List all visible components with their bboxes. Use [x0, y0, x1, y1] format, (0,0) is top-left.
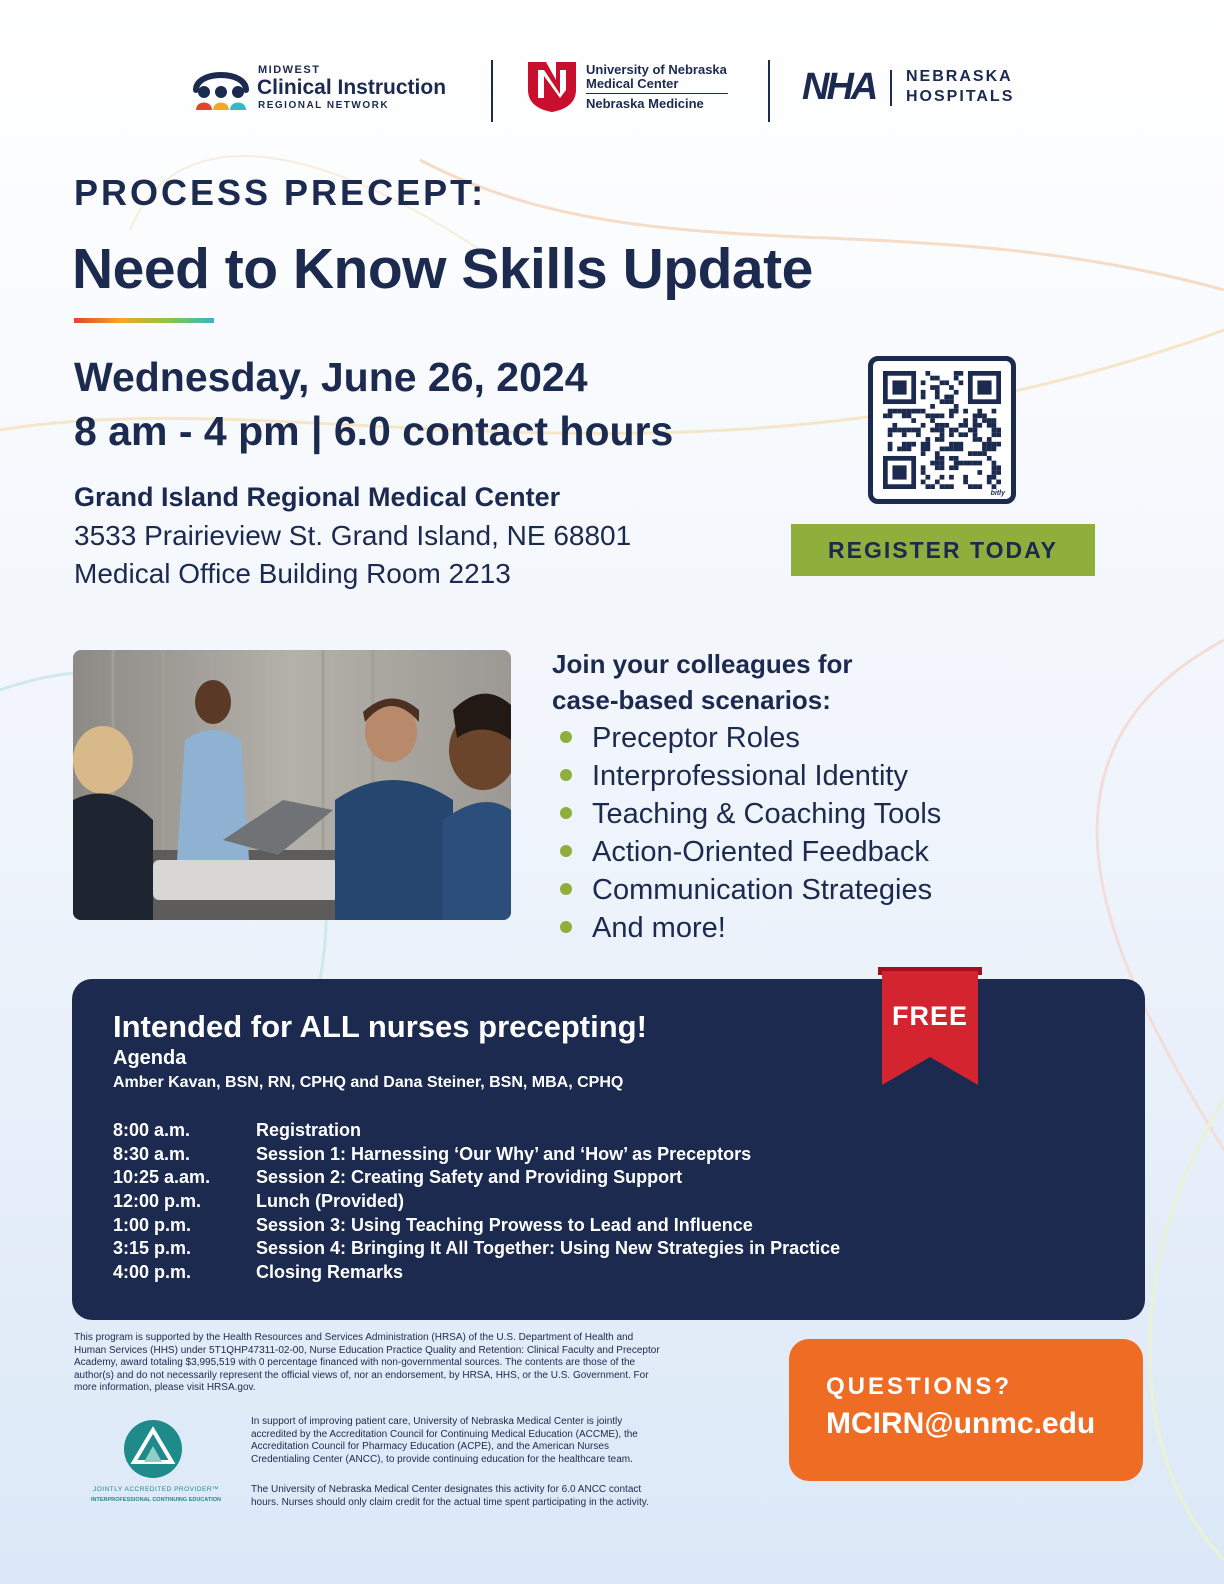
free-ribbon-badge [878, 967, 982, 1085]
nha-line1: NEBRASKA [906, 68, 1013, 85]
funding-statement [74, 1332, 774, 1395]
agenda-item: Session 3: Using Teaching Prowess to Lead and Influence [256, 1214, 753, 1235]
topic-item [556, 909, 941, 947]
qr-bitly-mark: bitly [990, 490, 1005, 497]
funding-line: more information, please visit HRSA.gov. [74, 1382, 256, 1394]
unmc-logo [526, 60, 736, 114]
unmc-rule [586, 93, 728, 94]
agenda-row [113, 1143, 840, 1167]
nha-rule [890, 70, 892, 106]
topic-label: Communication Strategies [592, 874, 933, 906]
logo-divider-1 [491, 60, 493, 122]
agenda-row [113, 1190, 840, 1214]
agenda-time: 4:00 p.m. [113, 1262, 192, 1283]
bullet-dot-icon [560, 731, 572, 743]
agenda-row [113, 1261, 840, 1285]
agenda-time: 8:30 a.m. [113, 1143, 191, 1164]
mcirn-line2: Clinical Instruction [257, 76, 447, 99]
designation-statement [251, 1484, 771, 1509]
agenda-speakers: Amber Kavan, BSN, RN, CPHQ and Dana Steiner, BSN, MBA, CPHQ [113, 1074, 624, 1091]
agenda-heading: Intended for ALL nurses precepting! [113, 1009, 647, 1044]
photo-illustration [73, 650, 511, 920]
joint-accreditation-logo [74, 1418, 238, 1510]
unmc-line3: Nebraska Medicine [586, 96, 704, 111]
event-address: 3533 Prairieview St. Grand Island, NE 68801 [74, 520, 632, 551]
designation-line: The University of Nebraska Medical Center designates this activity for 6.0 ANCC contact [251, 1484, 642, 1495]
accreditation-statement [251, 1416, 771, 1466]
agenda-row [113, 1214, 840, 1238]
jap-line2: INTERPROFESSIONAL CONTINUING EDUCATION [91, 1497, 221, 1503]
bullet-dot-icon [560, 845, 572, 857]
agenda-item: Closing Remarks [256, 1262, 404, 1283]
logo-divider-2 [768, 60, 770, 122]
kicker: PROCESS PRECEPT: [74, 172, 487, 213]
jap-line1: JOINTLY ACCREDITED PROVIDER™ [92, 1486, 220, 1493]
agenda-time: 10:25 a.am. [113, 1167, 211, 1188]
agenda-time: 12:00 p.m. [113, 1191, 202, 1212]
page-title: Need to Know Skills Update [72, 237, 813, 301]
event-room: Medical Office Building Room 2213 [74, 558, 511, 589]
jointly-accredited-icon [122, 1418, 184, 1480]
mcirn-people-icon [190, 62, 252, 114]
unmc-line2: Medical Center [586, 76, 679, 91]
qr-code-icon [883, 371, 1001, 489]
topic-label: Preceptor Roles [592, 722, 800, 754]
agenda-item: Session 2: Creating Safety and Providing Support [256, 1167, 683, 1188]
topic-label: And more! [592, 912, 726, 944]
topic-item [556, 795, 941, 833]
contact-email-link[interactable]: MCIRN@unmc.edu [826, 1407, 1096, 1440]
agenda-row [113, 1237, 840, 1261]
questions-box [789, 1339, 1143, 1481]
topics-list [556, 719, 941, 947]
topic-item [556, 719, 941, 757]
topic-item [556, 833, 941, 871]
accreditation-line: accredited by the Accreditation Council for Continuing Medical Education (ACCME), the [251, 1428, 638, 1440]
mcirn-logo [190, 62, 465, 114]
funding-line: author(s) and do not necessarily represent the official views of, nor an endorsement, by HRSA, HHS, or the U.S. Government. For [74, 1369, 649, 1381]
agenda-item: Lunch (Provided) [256, 1191, 404, 1212]
agenda-time: 3:15 p.m. [113, 1238, 192, 1259]
designation-line: hours. Nurses should only claim credit for the actual time spent participating in the activity. [251, 1496, 649, 1508]
agenda-time: 8:00 a.m. [113, 1120, 191, 1140]
colleagues-photo [73, 650, 511, 920]
topic-label: Interprofessional Identity [592, 760, 908, 792]
free-label: FREE [891, 1001, 968, 1031]
nha-line2: HOSPITALS [906, 88, 1015, 105]
topic-label: Teaching & Coaching Tools [592, 798, 942, 830]
bullet-dot-icon [560, 807, 572, 819]
bullet-dot-icon [560, 921, 572, 933]
unmc-n-mark-icon [526, 60, 578, 112]
topic-item [556, 757, 941, 795]
agenda-label: Agenda [113, 1047, 187, 1069]
agenda-row [113, 1119, 840, 1143]
registration-qr-code[interactable] [868, 356, 1016, 504]
event-venue: Grand Island Regional Medical Center [74, 482, 561, 512]
accreditation-line: Accreditation Council for Pharmacy Education (ACPE), and the American Nurses [251, 1441, 609, 1453]
accent-bar [74, 318, 214, 323]
event-time: 8 am - 4 pm | 6.0 contact hours [74, 408, 674, 454]
mcirn-line3: REGIONAL NETWORK [258, 100, 390, 111]
nha-logo [802, 66, 1032, 112]
agenda-schedule [113, 1119, 840, 1285]
bullet-dot-icon [560, 883, 572, 895]
accreditation-line: In support of improving patient care, University of Nebraska Medical Center is jointly [251, 1416, 623, 1427]
funding-line: This program is supported by the Health Resources and Services Administration (HRSA) of the U.S. Department of Health and [74, 1332, 634, 1343]
agenda-item: Session 1: Harnessing ‘Our Why’ and ‘How’ as Preceptors [256, 1143, 752, 1164]
agenda-item: Registration [256, 1120, 362, 1140]
accreditation-line: Credentialing Center (ANCC), to provide continuing education for the healthcare team. [251, 1453, 633, 1465]
agenda-time: 1:00 p.m. [113, 1214, 192, 1235]
bullet-dot-icon [560, 769, 572, 781]
topic-label: Action-Oriented Feedback [592, 836, 929, 868]
register-today-button[interactable]: REGISTER TODAY [791, 524, 1095, 576]
topics-intro-line1: Join your colleagues for [552, 649, 853, 679]
agenda-row [113, 1166, 840, 1190]
funding-line: Academy, award totaling $3,995,519 with 0 percentage financed with non-governmental sources. The contents are those of the [74, 1357, 636, 1369]
unmc-line1: University of Nebraska [586, 62, 727, 77]
questions-label: QUESTIONS? [826, 1373, 1013, 1400]
agenda-item: Session 4: Bringing It All Together: Using New Strategies in Practice [256, 1238, 841, 1259]
mcirn-line1: MIDWEST [258, 64, 321, 76]
event-date: Wednesday, June 26, 2024 [74, 354, 588, 400]
nha-mark: NHA [802, 66, 876, 108]
agenda-panel [72, 979, 1145, 1320]
topics-intro-line2: case-based scenarios: [552, 685, 831, 715]
funding-line: Human Services (HHS) under 5T1QHP47311-02-00, Nurse Education Practice Quality and Retention: Clinical Faculty and Preceptor [74, 1344, 660, 1356]
topic-item [556, 871, 941, 909]
